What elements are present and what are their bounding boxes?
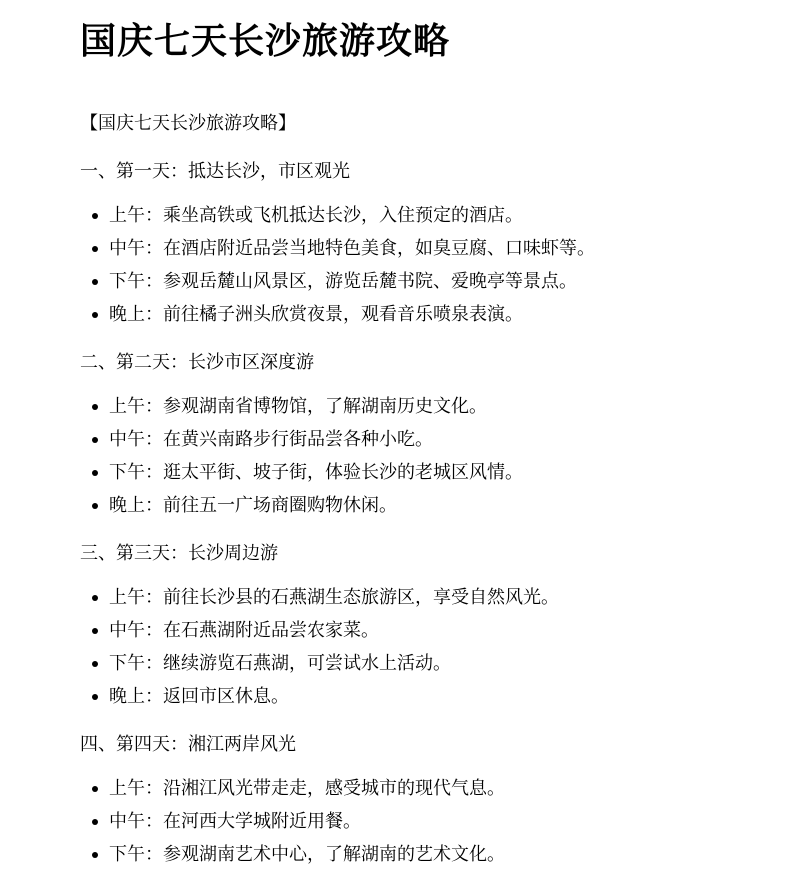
day-4-heading: 四、第四天：湘江两岸风光 (80, 734, 296, 755)
list-item: 下午：继续游览石燕湖，可尝试水上活动。 (109, 652, 780, 676)
list-item: 中午：在河西大学城附近用餐。 (109, 810, 780, 834)
day-4-schedule-list (80, 777, 780, 867)
day-1-schedule-list (80, 204, 780, 327)
list-item: 晚上：前往橘子洲头欣赏夜景，观看音乐喷泉表演。 (109, 303, 780, 327)
day-2-schedule-list (80, 395, 780, 518)
page-title: 国庆七天长沙旅游攻略 (80, 21, 451, 62)
day-1-heading: 一、第一天：抵达长沙，市区观光 (80, 161, 350, 182)
list-item: 中午：在石燕湖附近品尝农家菜。 (109, 619, 780, 643)
day-2-heading: 二、第二天：长沙市区深度游 (80, 352, 314, 373)
list-item: 上午：参观湖南省博物馆，了解湖南历史文化。 (109, 395, 780, 419)
intro-text: 【国庆七天长沙旅游攻略】 (80, 113, 296, 134)
day-3-heading: 三、第三天：长沙周边游 (80, 543, 278, 564)
list-item: 下午：逛太平街、坡子街，体验长沙的老城区风情。 (109, 461, 780, 485)
document-body (80, 0, 780, 867)
list-item: 上午：乘坐高铁或飞机抵达长沙，入住预定的酒店。 (109, 204, 780, 228)
list-item: 晚上：返回市区休息。 (109, 685, 780, 709)
list-item: 中午：在黄兴南路步行街品尝各种小吃。 (109, 428, 780, 452)
list-item: 中午：在酒店附近品尝当地特色美食，如臭豆腐、口味虾等。 (109, 237, 780, 261)
list-item: 晚上：前往五一广场商圈购物休闲。 (109, 494, 780, 518)
list-item: 上午：沿湘江风光带走走，感受城市的现代气息。 (109, 777, 780, 801)
list-item: 下午：参观湖南艺术中心，了解湖南的艺术文化。 (109, 843, 780, 867)
day-3-schedule-list (80, 586, 780, 709)
list-item: 下午：参观岳麓山风景区，游览岳麓书院、爱晚亭等景点。 (109, 270, 780, 294)
list-item: 上午：前往长沙县的石燕湖生态旅游区，享受自然风光。 (109, 586, 780, 610)
